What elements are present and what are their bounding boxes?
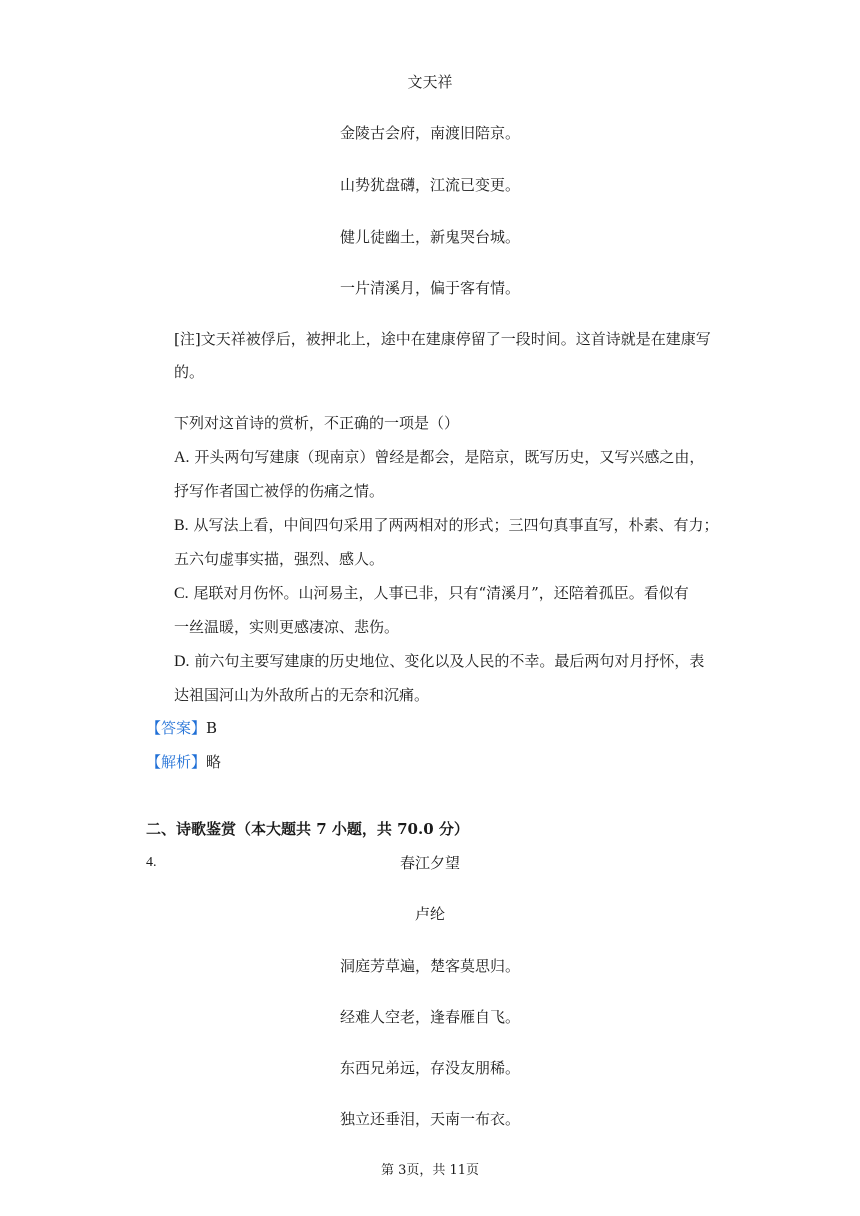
option-c-text-2: 一丝温暖，实则更感凄凉、悲伤。 — [174, 618, 400, 636]
poem2-line-3: 东西兄弟远，存没友朋稀。 — [339, 1059, 520, 1077]
option-b-text-1: 从写法上看，中间四句采用了两两相对的形式；三四句真事直写，朴素、有力； — [193, 516, 719, 534]
option-a — [174, 447, 734, 468]
poem1-note-line-2: 的。 — [174, 363, 205, 381]
option-a-letter: A. — [174, 449, 190, 466]
option-a-text-1: 开头两句写建康（现南京）曾经是都会，是陪京，既写历史，又写兴感之由， — [194, 448, 705, 466]
option-b-text-2: 五六句虚事实描，强烈、感人。 — [174, 550, 385, 568]
option-b-letter: B. — [174, 517, 189, 534]
poem1-note-line-1: [注]文天祥被俘后，被押北上，途中在建康停留了一段时间。这首诗就是在建康写 — [174, 330, 711, 348]
poem1-line-4: 一片清溪月，偏于客有情。 — [339, 279, 520, 297]
option-d-letter: D. — [174, 653, 190, 670]
answer-value: B — [206, 719, 218, 737]
option-d — [174, 651, 734, 672]
page-footer: 第 3页，共 11页 — [380, 1163, 480, 1178]
poem1-line-3: 健儿徒幽土，新鬼哭台城。 — [339, 228, 520, 246]
poem1-line-1: 金陵古会府，南渡旧陪京。 — [339, 124, 520, 142]
question-number: 4. — [146, 855, 157, 870]
answer-label: 【答案】 — [146, 719, 207, 737]
poem2-line-4: 独立还垂泪，天南一布衣。 — [339, 1110, 520, 1128]
poem2-line-2: 经难人空老，逢春雁自飞。 — [339, 1008, 520, 1026]
option-b — [174, 515, 734, 536]
poem2-author: 卢纶 — [414, 905, 445, 923]
option-d-text-1: 前六句主要写建康的历史地位、变化以及人民的不幸。最后两句对月抒怀，表 — [194, 652, 705, 670]
poem1-line-2: 山势犹盘礴，江流已变更。 — [339, 176, 520, 194]
question-stem: 下列对这首诗的赏析，不正确的一项是（） — [174, 414, 460, 432]
analysis-label: 【解析】 — [146, 753, 207, 771]
poem2-title: 春江夕望 — [399, 854, 460, 872]
analysis-row — [146, 752, 221, 772]
option-c — [174, 583, 734, 604]
poem1-author: 文天祥 — [407, 73, 453, 91]
option-c-text-1: 尾联对月伤怀。山河易主，人事已非，只有“清溪月”，还陪着孤臣。看似有 — [193, 584, 689, 602]
option-a-text-2: 抒写作者国亡被俘的伤痛之情。 — [174, 482, 385, 500]
analysis-value: 略 — [206, 753, 222, 771]
option-c-letter: C. — [174, 585, 189, 602]
section-heading: 二、诗歌鉴赏（本大题共 7 小题，共 70.0 分） — [146, 820, 469, 838]
option-d-text-2: 达祖国河山为外敌所占的无奈和沉痛。 — [174, 686, 430, 704]
answer-row — [146, 718, 217, 738]
poem2-line-1: 洞庭芳草遍，楚客莫思归。 — [339, 957, 520, 975]
